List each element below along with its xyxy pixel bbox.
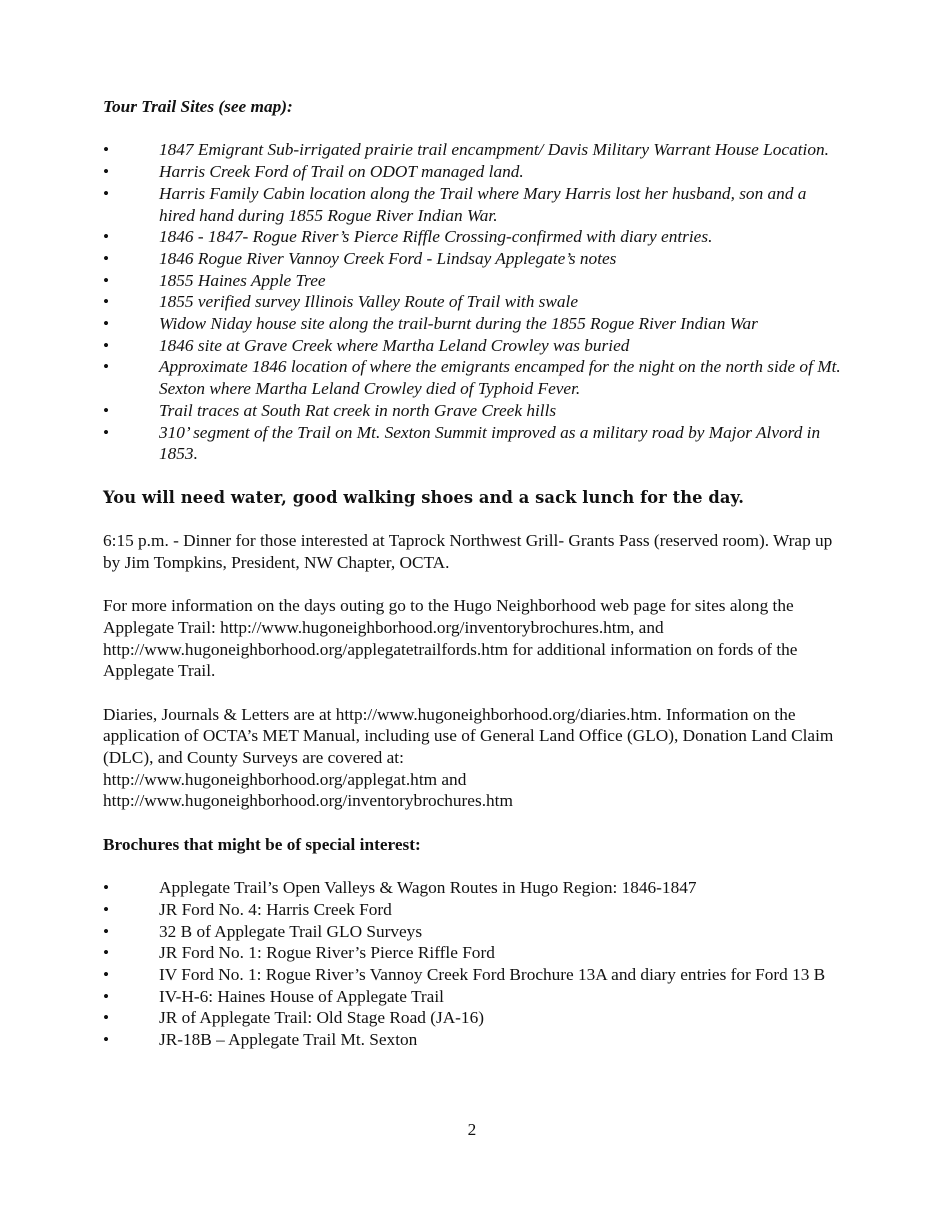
bullet-icon: • — [103, 292, 110, 312]
list-item — [103, 877, 843, 899]
list-item-text: Widow Niday house site along the trail-burnt during the 1855 Rogue River Indian War — [159, 314, 758, 334]
list-item — [103, 226, 843, 248]
list-item — [103, 422, 843, 465]
bullet-icon: • — [103, 314, 110, 334]
list-item-text: 1855 verified survey Illinois Valley Route of Trail with swale — [159, 292, 579, 312]
list-item-text: 1846 Rogue River Vannoy Creek Ford - Lindsay Applegate’s notes — [159, 248, 617, 268]
supplies-notice: You will need water, good walking shoes and a sack lunch for the day. — [103, 487, 745, 507]
bullet-icon: • — [103, 986, 110, 1006]
bullet-icon: • — [103, 162, 110, 182]
bullet-icon: • — [103, 140, 110, 160]
dinner-paragraph: 6:15 p.m. - Dinner for those interested at Taprock Northwest Grill- Grants Pass (reserved room). Wrap up by Jim Tompkins, President, NW Chapter, OCTA. — [103, 531, 833, 572]
brochures-list — [103, 877, 843, 1051]
list-item — [103, 1029, 843, 1051]
list-item — [103, 248, 843, 270]
bullet-icon: • — [103, 943, 110, 963]
list-item-text: Harris Family Cabin location along the Trail where Mary Harris lost her husband, son and a hired hand during 1855 Rogue River Indian War. — [159, 183, 807, 225]
bullet-icon: • — [103, 335, 110, 355]
list-item-text: JR Ford No. 1: Rogue River’s Pierce Riffle Ford — [159, 943, 495, 963]
list-item — [103, 1007, 843, 1029]
list-item — [103, 942, 843, 964]
list-item — [103, 921, 843, 943]
list-item-text: Trail traces at South Rat creek in north Grave Creek hills — [159, 400, 557, 420]
list-item — [103, 313, 843, 335]
list-item-text: Applegate Trail’s Open Valleys & Wagon Routes in Hugo Region: 1846-1847 — [159, 878, 697, 898]
list-item-text: 1847 Emigrant Sub-irrigated prairie trail encampment/ Davis Military Warrant House Location. — [159, 140, 829, 160]
bullet-icon: • — [103, 921, 110, 941]
list-item-text: Approximate 1846 location of where the emigrants encamped for the night on the north side of Mt. Sexton where Martha Leland Crowley died of Typhoid Fever. — [159, 357, 841, 399]
list-item-text: 32 B of Applegate Trail GLO Surveys — [159, 921, 423, 941]
bullet-icon: • — [103, 422, 110, 442]
diaries-text: Diaries, Journals & Letters are at http://www.hugoneighborhood.org/diaries.htm. Information on the application of OCTA’s MET Manual, including use of General Land Office (GLO), Donation Land Claim (DLC), and County Surveys are covered at: — [103, 704, 834, 768]
document-page — [103, 96, 843, 1073]
list-item-text: Harris Creek Ford of Trail on ODOT managed land. — [159, 162, 524, 182]
bullet-icon: • — [103, 965, 110, 985]
list-item-text: 310’ segment of the Trail on Mt. Sexton Summit improved as a military road by Major Alvord in 1853. — [159, 422, 821, 464]
list-item — [103, 183, 843, 226]
more-info-paragraph: For more information on the days outing go to the Hugo Neighborhood web page for sites along the Applegate Trail: http://www.hugoneighborhood.org/inventorybrochures.htm, and http://www.hugoneighborhood.org/applegatetrailfords.htm for additional information on fords of the Applegate Trail. — [103, 596, 798, 681]
list-item — [103, 356, 843, 399]
list-item-text: 1846 - 1847- Rogue River’s Pierce Riffle Crossing-confirmed with diary entries. — [159, 227, 713, 247]
bullet-icon: • — [103, 899, 110, 919]
list-item — [103, 270, 843, 292]
bullet-icon: • — [103, 248, 110, 268]
list-item — [103, 400, 843, 422]
list-item — [103, 964, 843, 986]
list-item — [103, 899, 843, 921]
brochures-heading: Brochures that might be of special interest: — [103, 834, 421, 854]
list-item-text: IV-H-6: Haines House of Applegate Trail — [159, 986, 444, 1006]
page-number: 2 — [467, 1120, 477, 1139]
list-item-text: JR Ford No. 4: Harris Creek Ford — [159, 899, 392, 919]
bullet-icon: • — [103, 357, 110, 377]
bullet-icon: • — [103, 400, 110, 420]
list-item-text: 1855 Haines Apple Tree — [159, 270, 326, 290]
diaries-paragraph — [103, 704, 843, 813]
tour-sites-heading: Tour Trail Sites (see map): — [103, 97, 293, 116]
list-item — [103, 291, 843, 313]
bullet-icon: • — [103, 183, 110, 203]
list-item-text: JR-18B – Applegate Trail Mt. Sexton — [159, 1030, 418, 1050]
bullet-icon: • — [103, 878, 110, 898]
list-item-text: 1846 site at Grave Creek where Martha Leland Crowley was buried — [159, 335, 630, 355]
bullet-icon: • — [103, 227, 110, 247]
list-item — [103, 335, 843, 357]
applegat-link-line: http://www.hugoneighborhood.org/applegat.htm and — [103, 769, 467, 789]
bullet-icon: • — [103, 1030, 110, 1050]
tour-sites-list — [103, 139, 843, 465]
bullet-icon: • — [103, 1008, 110, 1028]
list-item — [103, 986, 843, 1008]
bullet-icon: • — [103, 270, 110, 290]
list-item-text: IV Ford No. 1: Rogue River’s Vannoy Creek Ford Brochure 13A and diary entries for Ford 13 B — [159, 965, 826, 985]
list-item — [103, 161, 843, 183]
inventory-link-line: http://www.hugoneighborhood.org/inventorybrochures.htm — [103, 791, 513, 811]
list-item-text: JR of Applegate Trail: Old Stage Road (JA-16) — [159, 1008, 484, 1028]
list-item — [103, 139, 843, 161]
